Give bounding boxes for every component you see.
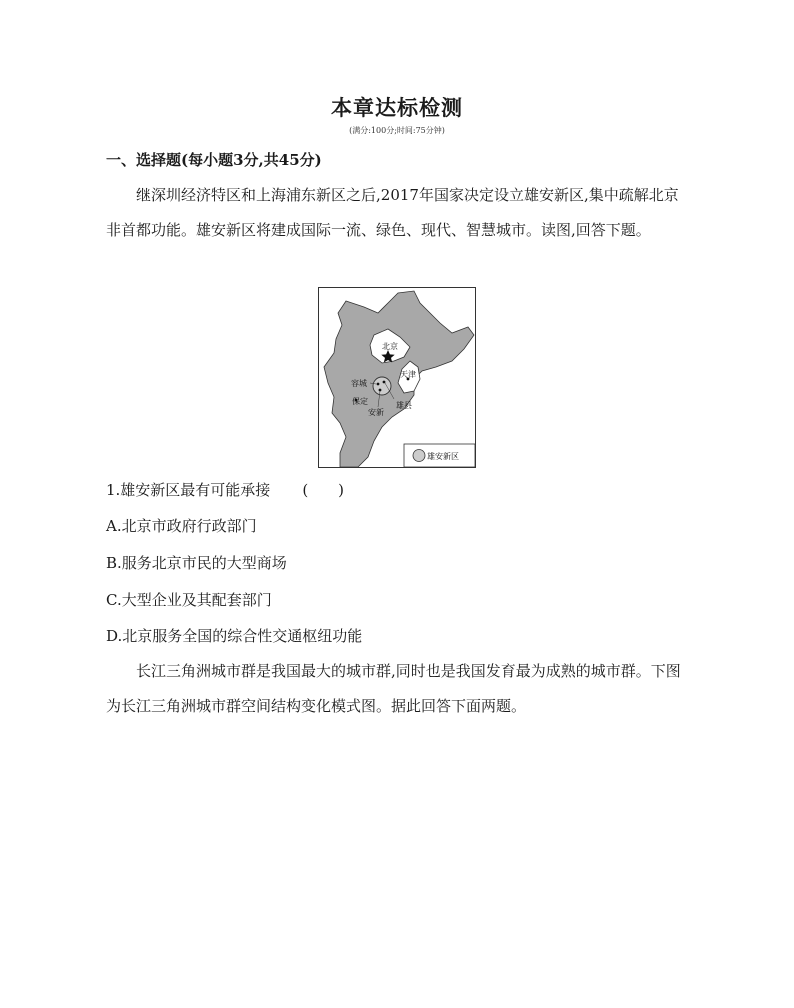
tianjin-label: 天津 [400, 370, 416, 379]
beijing-label: 北京 [382, 342, 398, 351]
rongcheng-dot [377, 383, 380, 386]
legend-swatch-icon [413, 450, 425, 462]
xiongan-map-svg [318, 287, 476, 468]
xiongan-circle [373, 377, 391, 395]
page-title: 本章达标检测 [331, 95, 463, 120]
answer-parenthesis: ( ) [302, 481, 345, 499]
intro-paragraph-text: 继深圳经济特区和上海浦东新区之后,2017年国家决定设立雄安新区,集中疏解北京非首都功能。雄安新区将建成国际一流、绿色、现代、智慧城市。读图,回答下题。 [106, 186, 679, 239]
question-1-text: 1.雄安新区最有可能承接 [106, 481, 271, 499]
rongcheng-label: 容城 [351, 379, 367, 388]
second-paragraph [106, 654, 690, 724]
second-paragraph-text: 长江三角洲城市群是我国最大的城市群,同时也是我国发育最为成熟的城市群。下图为长江三角洲城市群空间结构变化模式图。据此回答下面两题。 [106, 662, 681, 715]
option-c: C.大型企业及其配套部门 [106, 591, 272, 609]
xiongxian-dot [383, 381, 386, 384]
option-d: D.北京服务全国的综合性交通枢纽功能 [106, 627, 363, 645]
baoding-label: 保定 [352, 397, 368, 406]
xiongan-map [318, 287, 476, 468]
option-a: A.北京市政府行政部门 [106, 517, 257, 535]
score-time-note: (满分:100分;时间:75分钟) [349, 126, 445, 135]
section-heading: 一、选择题(每小题3分,共45分) [106, 151, 322, 169]
question-1-stem [106, 479, 344, 500]
xiongxian-label: 雄县 [396, 401, 412, 410]
option-b: B.服务北京市民的大型商场 [106, 554, 287, 572]
anxin-dot [379, 389, 382, 392]
legend-label: 雄安新区 [427, 452, 459, 461]
intro-paragraph [106, 178, 690, 248]
anxin-label: 安新 [368, 408, 384, 417]
